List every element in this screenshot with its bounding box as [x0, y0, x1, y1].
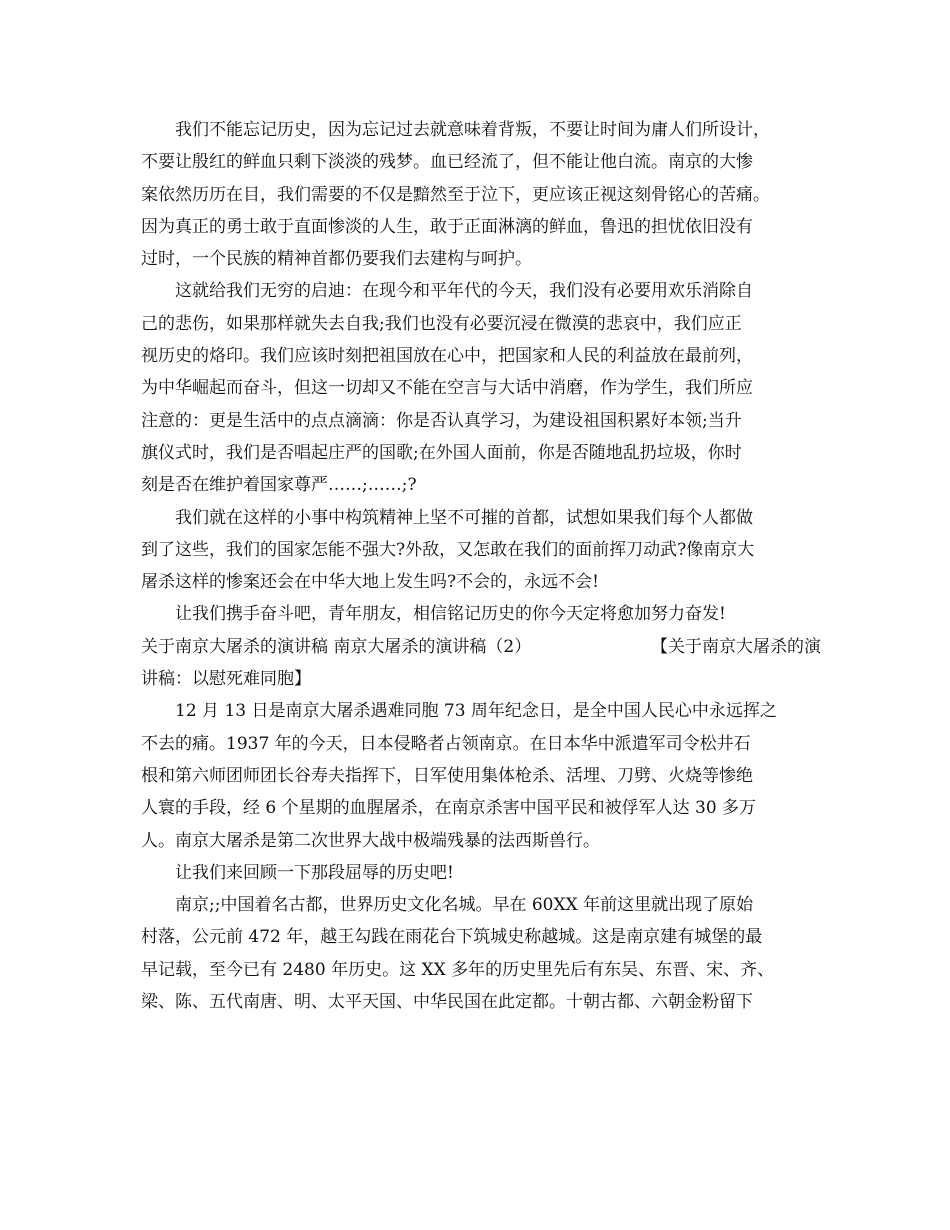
text-line: 让我们来回顾一下那段屈辱的历史吧!	[175, 862, 454, 883]
text-line: 早记载，至今已有 2480 年历史。这 XX 多年的历史里先后有东吴、东晋、宋、齐、	[141, 959, 775, 980]
text-line: 案依然历历在目，我们需要的不仅是黯然至于泣下，更应该正视这刻骨铭心的苦痛。	[141, 184, 770, 205]
text-line: 过时，一个民族的精神首都仍要我们去建构与呵护。	[141, 249, 532, 270]
text-line: 根和第六师团师团长谷寿夫指挥下，日军使用集体枪杀、活埋、刀劈、火烧等惨绝	[141, 765, 753, 786]
text-line: 注意的：更是生活中的点点滴滴：你是否认真学习，为建设祖国积累好本领;当升	[141, 410, 742, 431]
text-line: 南京;;中国着名古都，世界历史文化名城。早在 60XX 年前这里就出现了原始	[175, 895, 754, 916]
text-line: 己的悲伤，如果那样就失去自我;我们也没有必要沉浸在微漠的悲哀中，我们应正	[141, 313, 742, 334]
text-line: 因为真正的勇士敢于直面惨淡的人生，敢于正面淋漓的鲜血，鲁迅的担忧依旧没有	[141, 216, 753, 237]
heading-subtitle: 【关于南京大屠杀的演	[651, 636, 821, 657]
text-line: 人。南京大屠杀是第二次世界大战中极端残暴的法西斯兽行。	[141, 830, 600, 851]
text-line: 视历史的烙印。我们应该时刻把祖国放在心中，把国家和人民的利益放在最前列，	[141, 346, 753, 367]
text-line: 12 月 13 日是南京大屠杀遇难同胞 73 周年纪念日，是全中国人民心中永远挥之	[175, 701, 777, 722]
text-line: 到了这些，我们的国家怎能不强大?外敌，又怎敢在我们的面前挥刀动武?像南京大	[141, 539, 755, 560]
text-line: 我们不能忘记历史，因为忘记过去就意味着背叛，不要让时间为庸人们所设计，	[175, 120, 770, 140]
text-line: 这就给我们无穷的启迪：在现今和平年代的今天，我们没有必要用欢乐消除自	[175, 281, 753, 302]
text-line: 我们就在这样的小事中构筑精神上坚不可摧的首都，试想如果我们每个人都做	[175, 507, 753, 528]
document-body	[141, 114, 821, 1018]
heading-title: 关于南京大屠杀的演讲稿 南京大屠杀的演讲稿（2）	[141, 636, 532, 657]
text-line: 屠杀这样的惨案还会在中华大地上发生吗?不会的，永远不会!	[141, 572, 599, 593]
text-line: 让我们携手奋斗吧，青年朋友，相信铭记历史的你今天定将愈加努力奋发!	[175, 604, 726, 625]
text-line: 旗仪式时，我们是否唱起庄严的国歌;在外国人面前，你是否随地乱扔垃圾，你时	[141, 442, 742, 463]
heading-continuation: 讲稿：以慰死难同胞】	[141, 669, 311, 690]
section-heading	[141, 631, 821, 663]
text-line: 梁、陈、五代南唐、明、太平天国、中华民国在此定都。十朝古都、六朝金粉留下	[141, 992, 753, 1013]
text-line: 刻是否在维护着国家尊严……;……;?	[141, 475, 417, 496]
text-line: 人寰的手段，经 6 个星期的血腥屠杀，在南京杀害中国平民和被俘军人达 30 多万	[141, 798, 757, 819]
text-line: 不要让殷红的鲜血只剩下淡淡的残梦。血已经流了，但不能让他白流。南京的大惨	[141, 152, 753, 173]
text-line: 为中华崛起而奋斗，但这一切却又不能在空言与大话中消磨，作为学生，我们所应	[141, 378, 753, 399]
text-line: 村落，公元前 472 年，越王勾践在雨花台下筑城史称越城。这是南京建有城堡的最	[141, 927, 763, 948]
text-line: 不去的痛。1937 年的今天，日本侵略者占领南京。在日本华中派遣军司令松井石	[141, 733, 751, 754]
